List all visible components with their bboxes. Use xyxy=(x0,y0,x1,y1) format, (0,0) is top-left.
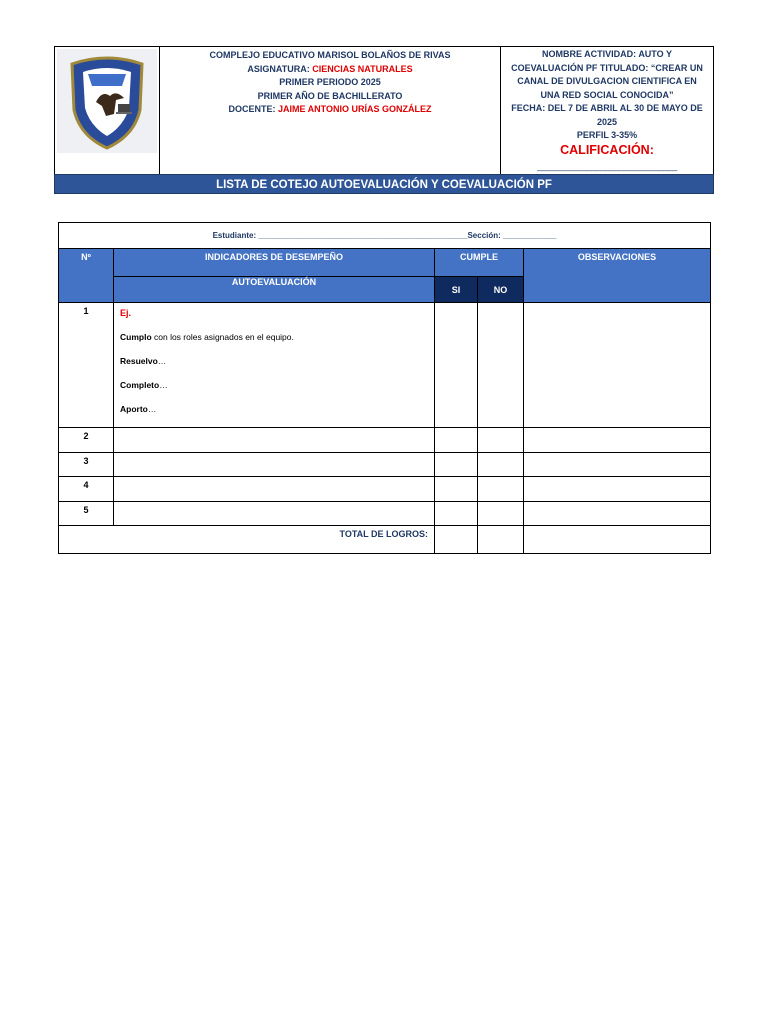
subject-label: ASIGNATURA: xyxy=(247,63,313,74)
row-number: 5 xyxy=(59,502,114,526)
grade-label: CALIFICACIÓN: xyxy=(560,142,654,157)
indicator-cell[interactable] xyxy=(114,303,435,428)
yes-cell[interactable] xyxy=(435,477,478,502)
col-header-complies: CUMPLE xyxy=(435,249,524,277)
school-crest-icon xyxy=(57,49,157,153)
indicator-cell[interactable] xyxy=(114,502,435,526)
col-header-no: NO xyxy=(478,277,524,303)
no-cell[interactable] xyxy=(478,502,524,526)
no-cell[interactable] xyxy=(478,303,524,428)
col-header-self-eval: AUTOEVALUACIÓN xyxy=(114,277,435,303)
activity-info-cell xyxy=(501,47,714,175)
total-row xyxy=(59,526,711,554)
yes-cell[interactable] xyxy=(435,453,478,477)
indicator-line: Aporto… xyxy=(120,404,157,414)
total-yes-cell[interactable] xyxy=(435,526,478,554)
checklist-table xyxy=(58,222,711,554)
period-line: PRIMER PERIODO 2025 xyxy=(279,77,381,87)
no-cell[interactable] xyxy=(478,428,524,453)
row-number: 1 xyxy=(59,303,114,428)
row-number: 3 xyxy=(59,453,114,477)
teacher-line xyxy=(160,103,500,117)
observations-cell[interactable] xyxy=(524,453,711,477)
observations-cell[interactable] xyxy=(524,428,711,453)
header-table xyxy=(54,46,714,175)
row-number: 4 xyxy=(59,477,114,502)
total-label: TOTAL DE LOGROS: xyxy=(59,526,435,554)
table-row xyxy=(59,477,711,502)
total-no-cell[interactable] xyxy=(478,526,524,554)
row-number: 2 xyxy=(59,428,114,453)
observations-cell[interactable] xyxy=(524,303,711,428)
grade-level-line: PRIMER AÑO DE BACHILLERATO xyxy=(257,90,403,101)
observations-cell[interactable] xyxy=(524,502,711,526)
table-row xyxy=(59,453,711,477)
teacher-value: JAIME ANTONIO URÍAS GONZÁLEZ xyxy=(277,104,432,114)
logo-cell xyxy=(55,47,160,175)
indicator-line: Cumplo con los roles asignados en el equipo. xyxy=(120,332,294,342)
indicator-cell[interactable] xyxy=(114,477,435,502)
table-row xyxy=(59,303,711,428)
student-section-line[interactable]: Estudiante: _______________________________________________Sección: ____________ xyxy=(59,223,711,249)
subject-value: CIENCIAS NATURALES xyxy=(312,63,413,74)
indicator-line: Completo… xyxy=(120,380,168,390)
document-title: LISTA DE COTEJO AUTOEVALUACIÓN Y COEVALUACIÓN PF xyxy=(54,174,714,194)
col-header-indicators: INDICADORES DE DESEMPEÑO xyxy=(114,249,435,277)
grade-signature-line: _______________________________ xyxy=(537,161,677,171)
indicator-line: Resuelvo… xyxy=(120,356,167,366)
table-row xyxy=(59,502,711,526)
school-info-cell xyxy=(160,47,501,175)
activity-profile: PERFIL 3-35% xyxy=(576,130,638,140)
school-name: COMPLEJO EDUCATIVO MARISOL BOLAÑOS DE RIVAS xyxy=(209,50,451,60)
total-observations-cell[interactable] xyxy=(524,526,711,554)
indicator-cell[interactable] xyxy=(114,453,435,477)
col-header-observations: OBSERVACIONES xyxy=(524,249,711,303)
activity-date: FECHA: DEL 7 DE ABRIL AL 30 DE MAYO DE 2025 xyxy=(511,103,703,127)
col-header-number: Nº xyxy=(59,249,114,303)
no-cell[interactable] xyxy=(478,477,524,502)
subject-line xyxy=(160,63,500,77)
yes-cell[interactable] xyxy=(435,303,478,428)
yes-cell[interactable] xyxy=(435,502,478,526)
table-row xyxy=(59,428,711,453)
indicator-cell[interactable] xyxy=(114,428,435,453)
example-label: Ej. xyxy=(120,308,132,318)
col-header-yes: SI xyxy=(435,277,478,303)
observations-cell[interactable] xyxy=(524,477,711,502)
teacher-label: DOCENTE: xyxy=(228,104,278,114)
no-cell[interactable] xyxy=(478,453,524,477)
yes-cell[interactable] xyxy=(435,428,478,453)
activity-name: NOMBRE ACTIVIDAD: AUTO Y COEVALUACIÓN PF TITULADO: “CREAR UN CANAL DE DIVULGACION CIENTIFICA EN UNA RED SOCIAL CONOCIDA” xyxy=(511,49,703,100)
